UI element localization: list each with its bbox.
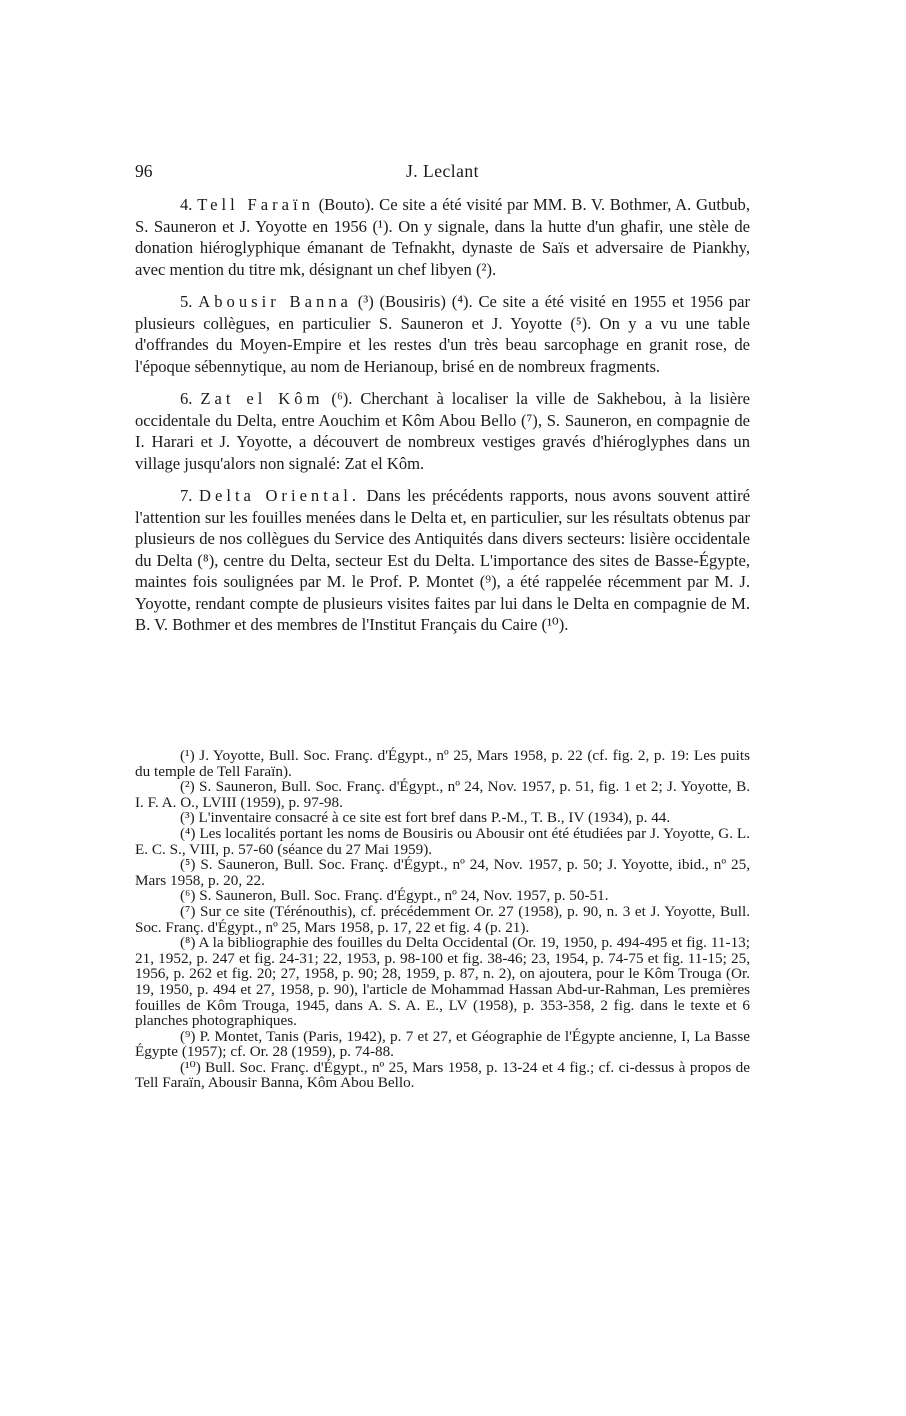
paragraph-number: 6. [180,389,193,408]
paragraph-7 [135,485,750,636]
footnote: (⁵) S. Sauneron, Bull. Soc. Franç. d'Égypt., nº 24, Nov. 1957, p. 50; J. Yoyotte, ibid., nº 25, Mars 1958, p. 20, 22. [135,856,750,889]
footnote: (⁹) P. Montet, Tanis (Paris, 1942), p. 7 et 27, et Géographie de l'Égypte ancienne, I, La Basse Égypte (1957); cf. Or. 28 (1959), p. 74-88. [135,1027,750,1061]
paragraph-number: 7. [180,486,193,505]
footnote: (²) S. Sauneron, Bull. Soc. Franç. d'Égypt., nº 24, Nov. 1957, p. 51, fig. 1 et 2; J. Yoyotte, B. I. F. A. O., LVIII (1959), p. 97-98. [135,778,750,811]
body-text [135,194,750,647]
paragraph-number: 4. [180,195,193,214]
paragraph-title: Abousir Banna [198,292,352,311]
paragraph-title: Tell Faraïn [197,195,314,214]
paragraph-text: (³) (Bousiris) (⁴). Ce site a été visité en 1955 et 1956 par plusieurs collègues, en particulier S. Sauneron et J. Yoyotte (⁵). On y a vu une table d'offrandes du Moyen-Empire et les restes d'un très beau sarcophage en granit rose, de l'époque sébennytique, au nom de Herianoup, brisé en de nombreux fragments. [135,292,750,376]
footnote: (¹) J. Yoyotte, Bull. Soc. Franç. d'Égypt., nº 25, Mars 1958, p. 22 (cf. fig. 2, p. 19: Les puits du temple de Tell Faraïn). [135,747,750,780]
paragraph-title: Delta Oriental. [198,486,360,505]
footnote: (⁶) S. Sauneron, Bull. Soc. Franç. d'Égypt., nº 24, Nov. 1957, p. 50-51. [180,887,609,905]
footnote: (¹⁰) Bull. Soc. Franç. d'Égypt., nº 25, Mars 1958, p. 13-24 et 4 fig.; cf. ci-dessus à propos de Tell Faraïn, Abousir Banna, Kôm Abou Bello. [135,1058,750,1092]
page-header [135,161,750,185]
footnote: (⁸) A la bibliographie des fouilles du Delta Occidental (Or. 19, 1950, p. 494-495 et fig. 11-13; 21, 1952, p. 247 et fig. 24-31; 22, 1953, p. 98-100 et fig. 38-46; 23, 1954, p. 74-75 et fig. 11-15; 25, 1956, p. 262 et fig. 20; 27, 1958, p. 90; 28, 1959, p. 87, n. 2), on ajoutera, pour le Kôm Trouga (Or. 19, 1950, p. 494 et 27, 1958, p. 90), l'article de Mohammad Hassan Abd-ur-Rahman, Les premières fouilles de Kôm Trouga, 1945, dans A. S. A. E., LV (1958), p. 353-358, 2 fig. dans le texte et 6 planches photographiques. [135,934,750,1030]
paragraph-5 [135,291,750,377]
footnote: (³) L'inventaire consacré à ce site est fort bref dans P.-M., T. B., IV (1934), p. 44. [180,809,671,827]
paragraph-text: (Bouto). Ce site a été visité par MM. B. V. Bothmer, A. Gutbub, S. Sauneron et J. Yoyotte en 1956 (¹). On y signale, dans la hutte d'un ghafir, une stèle de donation hiéroglyphique émanant de Tefnakht, dynaste de Saïs et adversaire de Piankhy, avec mention du titre mk, désignant un chef libyen (²). [135,195,750,279]
paragraph-title: Zat el Kôm [200,389,324,408]
paragraph-text: Dans les précédents rapports, nous avons souvent attiré l'attention sur les fouilles menées dans le Delta et, en particulier, sur les résultats obtenus par plusieurs de nos collègues du Service des Antiquités dans divers secteurs: lisière occidentale du Delta (⁸), centre du Delta, secteur Est du Delta. L'importance des sites de Basse-Égypte, maintes fois soulignées par M. le Prof. P. Montet (⁹), a été rappelée récemment par M. J. Yoyotte, rendant compte de plusieurs visites faites par lui dans le Delta en compagnie de M. B. V. Bothmer et des membres de l'Institut Français du Caire (¹⁰). [135,486,750,634]
paragraph-text: (⁶). Cherchant à localiser la ville de Sakhebou, à la lisière occidentale du Delta, entre Aouchim et Kôm Abou Bello (⁷), S. Sauneron, en compagnie de I. Harari et J. Yoyotte, a découvert de nombreux vestiges gravés d'hiéroglyphes dans un village jusqu'alors non signalé: Zat el Kôm. [135,389,750,473]
running-head: J. Leclant [405,161,480,181]
paragraph-4 [135,194,750,280]
footnotes [135,748,750,1091]
footnote: (⁷) Sur ce site (Térénouthis), cf. précédemment Or. 27 (1958), p. 90, n. 3 et J. Yoyotte, Bull. Soc. Franç. d'Égypt., nº 25, Mars 1958, p. 17, 22 et fig. 4 (p. 21). [135,902,750,936]
paragraph-6 [135,388,750,474]
footnote: (⁴) Les localités portant les noms de Bousiris ou Abousir ont été étudiées par J. Yoyotte, G. L. E. C. S., VIII, p. 57-60 (séance du 27 Mai 1959). [135,824,750,858]
paragraph-number: 5. [180,292,193,311]
page-number: 96 [135,161,153,181]
